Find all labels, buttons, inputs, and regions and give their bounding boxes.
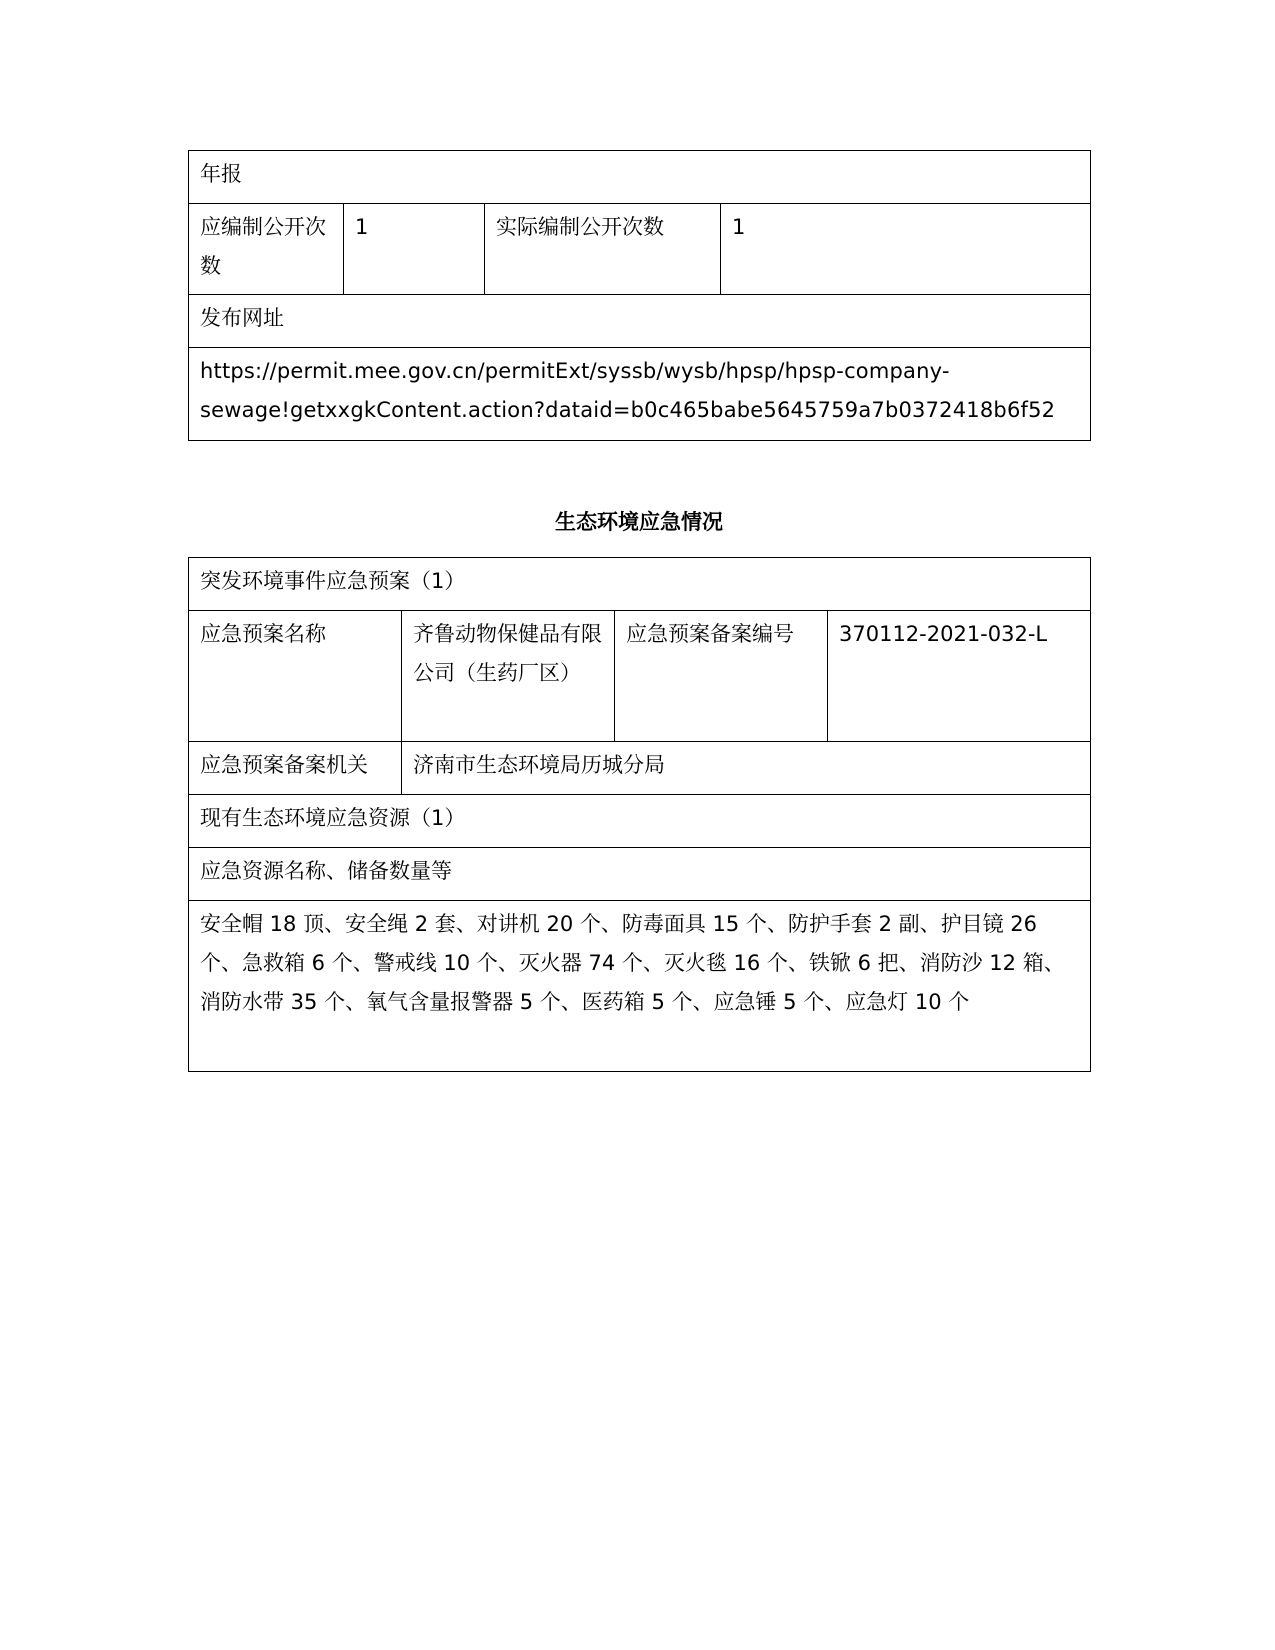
planned-count-label: 应编制公开次数 xyxy=(189,204,344,295)
annual-report-header: 年报 xyxy=(189,151,1091,204)
annual-report-table xyxy=(188,150,1091,441)
plan-number-value: 370112-2021-032-L xyxy=(828,611,1091,742)
actual-count-label: 实际编制公开次数 xyxy=(485,204,721,295)
actual-count-value: 1 xyxy=(721,204,1091,295)
planned-count-value: 1 xyxy=(344,204,485,295)
publish-url-value: https://permit.mee.gov.cn/permitExt/syssb/wysb/hpsp/hpsp-company-sewage!getxxgkContent.action?dataid=b0c465babe5645759a7b0372418b6f52 xyxy=(189,348,1091,441)
filing-agency-label: 应急预案备案机关 xyxy=(189,742,402,795)
publish-url-label: 发布网址 xyxy=(189,295,1091,348)
section-title: 生态环境应急情况 xyxy=(555,510,723,534)
resources-value: 安全帽 18 顶、安全绳 2 套、对讲机 20 个、防毒面具 15 个、防护手套 2 副、护目镜 26 个、急救箱 6 个、警戒线 10 个、灭火器 74 个、灭火毯 16 个、铁锨 6 把、消防沙 12 箱、消防水带 35 个、氧气含量报警器 5 个、医药箱 5 个、应急锤 5 个、应急灯 10 个 xyxy=(189,901,1091,1072)
resources-label: 应急资源名称、储备数量等 xyxy=(189,848,1091,901)
plan-name-label: 应急预案名称 xyxy=(189,611,402,742)
emergency-table xyxy=(188,557,1091,1072)
plan-number-label: 应急预案备案编号 xyxy=(615,611,828,742)
emergency-resources-header: 现有生态环境应急资源（1） xyxy=(189,795,1091,848)
plan-name-value: 齐鲁动物保健品有限公司（生药厂区） xyxy=(402,611,615,742)
filing-agency-value: 济南市生态环境局历城分局 xyxy=(402,742,1091,795)
emergency-plans-header: 突发环境事件应急预案（1） xyxy=(189,558,1091,611)
